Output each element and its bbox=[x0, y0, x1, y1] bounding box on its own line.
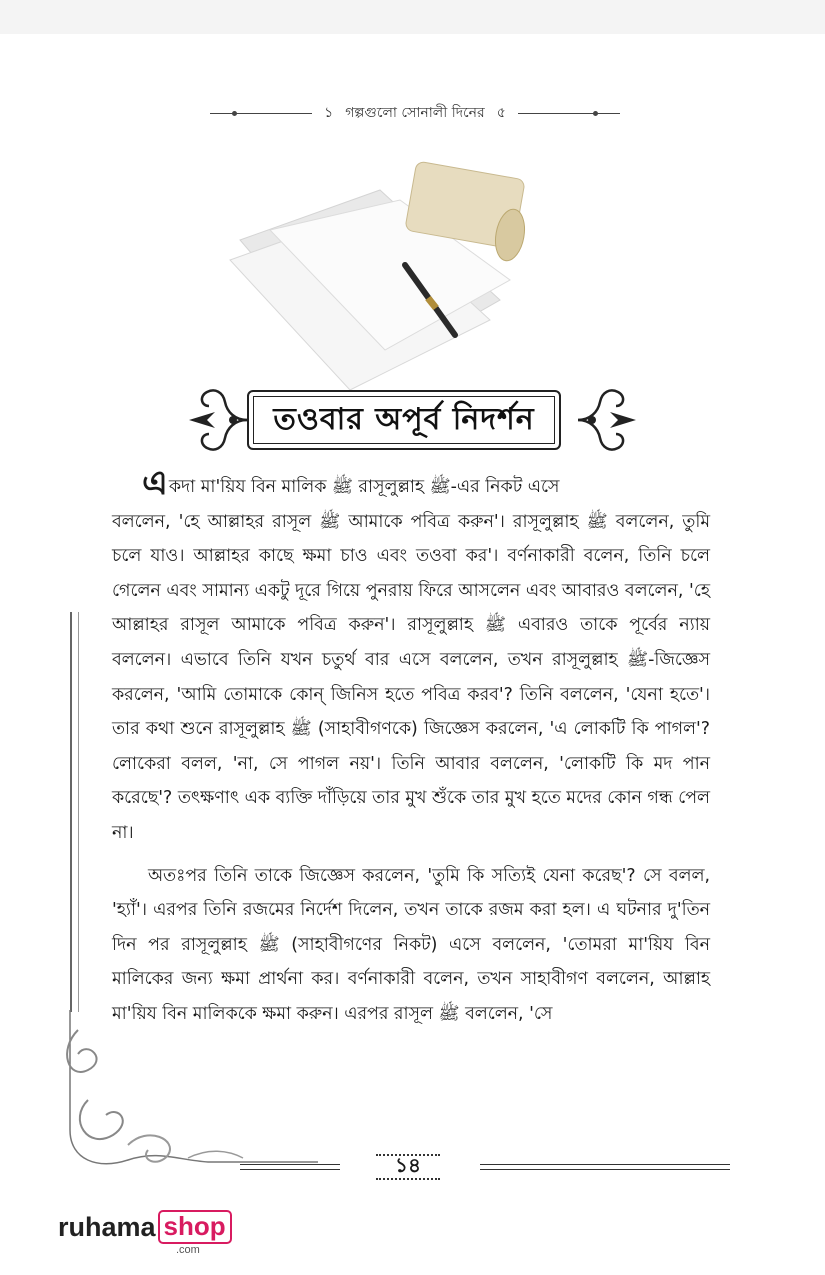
watermark-logo bbox=[58, 1210, 232, 1254]
title-ornament-right-icon bbox=[574, 382, 640, 458]
paragraph-text: বললেন, 'হে আল্লাহর রাসূল ﷺ আমাকে পবিত্র করুন'। রাসূলুল্লাহ ﷺ বললেন, তুমি চলে যাও। আল্লাহর কাছে ক্ষমা চাও এবং তওবা কর'। বর্ণনাকারী বলেন, তিনি চলে গেলেন এবং সামান্য একটু দূরে গিয়ে পুনরায় ফিরে আসলেন এবং আবারও বললেন, 'হে আল্লাহর রাসূল আমাকে পবিত্র করুন'। রাসূলুল্লাহ ﷺ এবারও তাকে পূর্বের ন্যায় বললেন। এভাবে তিনি যখন চতুর্থ বার এসে বললেন, তখন রাসূলুল্লাহ ﷺ-জিজ্ঞেস করলেন, 'আমি তোমাকে কোন্ জিনিস হতে পবিত্র করব'? তিনি বললেন, 'যেনা হতে'। তার কথা শুনে রাসূলুল্লাহ ﷺ (সাহাবীগণকে) জিজ্ঞেস করলেন, 'এ লোকটি কি পাগল'? লোকেরা বলল, 'না, সে পাগল নয়'। তিনি আবার বললেন, 'লোকটি কি মদ পান করেছে'? তৎক্ষণাৎ এক ব্যক্তি দাঁড়িয়ে তার মুখ শুঁকে তার মুখ হতে মদের কোন গন্ধ পেল না। bbox=[112, 511, 711, 843]
header-book-title: গল্পগুলো সোনালী দিনের bbox=[345, 105, 485, 121]
footer-rule bbox=[240, 1164, 340, 1165]
footer-rule bbox=[240, 1169, 340, 1170]
body-text bbox=[112, 463, 711, 1032]
header-rule-left bbox=[210, 113, 312, 114]
chapter-title: তওবার অপূর্ব নিদর্শন bbox=[273, 401, 535, 437]
side-rule bbox=[70, 612, 72, 1012]
header-rule-right bbox=[518, 113, 620, 114]
footer-rule bbox=[480, 1164, 730, 1165]
header-page-right: ৫ bbox=[496, 105, 506, 121]
top-band bbox=[0, 0, 825, 34]
watermark-brand: ruhama bbox=[58, 1212, 156, 1242]
watermark-domain: .com bbox=[176, 1244, 200, 1256]
running-header bbox=[210, 100, 620, 126]
footer bbox=[240, 1150, 730, 1186]
watermark-shop: shop bbox=[158, 1210, 232, 1244]
title-ornament-left-icon bbox=[185, 382, 251, 458]
footer-rule bbox=[480, 1169, 730, 1170]
drop-cap: এ bbox=[142, 463, 168, 503]
first-line-text: কদা মা'য়িয বিন মালিক ﷺ রাসূলুল্লাহ ﷺ-এর নিকট এসে bbox=[168, 477, 560, 497]
chapter-title-box bbox=[247, 390, 561, 450]
page-number-box bbox=[368, 1150, 448, 1184]
paragraph: অতঃপর তিনি তাকে জিজ্ঞেস করলেন, 'তুমি কি সত্যিই যেনা করেছ'? সে বলল, 'হ্যাঁ'। এরপর তিনি রজমের নির্দেশ দিলেন, তখন তাকে রজম করা হল। এ ঘটনার দু'তিন দিন পর রাসূলুল্লাহ ﷺ (সাহাবীগণের নিকট) এসে বললেন, 'তোমরা মা'য়িয বিন মালিকের জন্য ক্ষমা প্রার্থনা কর। বর্ণনাকারী বলেন, তখন সাহাবীগণ বললেন, আল্লাহ মা'য়িয বিন মালিককে ক্ষমা করুন। এরপর রাসূল ﷺ বললেন, 'সে bbox=[112, 865, 710, 1024]
paragraph bbox=[112, 463, 711, 851]
chapter-title-frame bbox=[185, 382, 640, 462]
header-page-left: ১ bbox=[324, 105, 334, 121]
paper-and-pen-illustration bbox=[210, 160, 550, 390]
page-number: ১৪ bbox=[395, 1152, 421, 1177]
paragraph-first-line bbox=[112, 463, 710, 505]
